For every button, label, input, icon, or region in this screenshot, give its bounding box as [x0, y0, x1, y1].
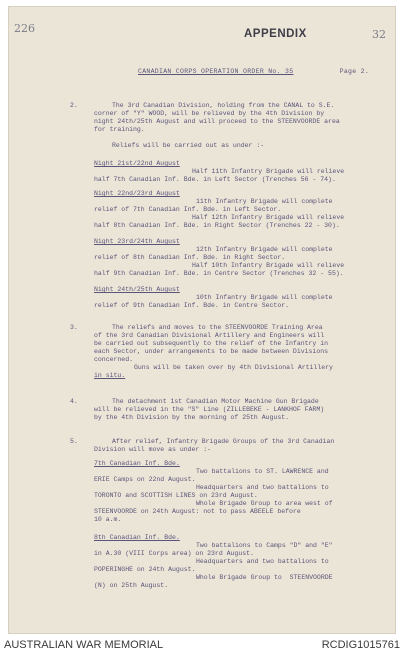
brigade-line: Headquarters and two battalions to — [196, 484, 329, 491]
relief-line: relief of 9th Canadian Inf. Bde. in Centre Sector. — [94, 302, 290, 309]
brigade-line: (N) on 25th August. — [94, 582, 169, 589]
relief-line: half 8th Canadian Inf. Bde. in Right Sector (Trenches 22 - 30). — [94, 222, 340, 229]
paragraph-3-number: 3. — [70, 324, 78, 331]
para2-line: The 3rd Canadian Division, holding from the CANAL to S.E. — [112, 102, 335, 109]
relief-line: Half 11th Infantry Brigade will relieve — [192, 168, 345, 175]
document-page — [8, 6, 396, 634]
archive-footer — [0, 636, 404, 654]
relief-line: Half 12th Infantry Brigade will relieve — [192, 214, 345, 221]
relief-line: 10th Infantry Brigade will complete — [196, 294, 333, 301]
para5-line: After relief, Infantry Brigade Groups of the 3rd Canadian — [112, 438, 335, 445]
relief-date: Night 23rd/24th August — [94, 238, 180, 245]
para2-line: for training. — [94, 126, 145, 133]
brigade-line: POPERINGHE on 24th August. — [94, 566, 196, 573]
relief-line: 12th Infantry Brigade will complete — [196, 246, 333, 253]
handwritten-folio-number: 226 — [14, 22, 35, 35]
relief-date: Night 22nd/23rd August — [94, 190, 180, 197]
paragraph-5-number: 5. — [70, 438, 78, 445]
page-label: Page 2. — [339, 68, 370, 75]
brigade-line: Two battalions to Camps "D" and "E" — [196, 542, 333, 549]
para2-line: corner of "Y" WOOD, will be relieved by the 4th Division by — [94, 110, 325, 117]
para4-line: by the 4th Division by the morning of 25th August. — [94, 414, 290, 421]
appendix-stamp: APPENDIX — [244, 28, 307, 40]
brigade-line: Headquarters and two battalions to — [196, 558, 329, 565]
para5-line: Division will move as under :- — [94, 446, 212, 453]
archive-id: RCDIG1015761 — [321, 639, 400, 651]
para3-line: of the 3rd Canadian Divisional Artillery and Engineers will — [94, 332, 325, 339]
brigade-line: Two battalions to ST. LAWRENCE and — [196, 468, 329, 475]
para4-line: The detachment 1st Canadian Motor Machine Gun Brigade — [112, 398, 319, 405]
relief-line: relief of 7th Canadian Inf. Bde. in Left Sector. — [94, 206, 282, 213]
brigade-heading: 7th Canadian Inf. Bde. — [94, 460, 180, 467]
relief-line: 11th Infantry Brigade will complete — [196, 198, 333, 205]
para3-line: The reliefs and moves to the STEENVOORDE Training Area — [112, 324, 323, 331]
order-title: CANADIAN CORPS OPERATION ORDER No. 35 — [138, 68, 294, 75]
para2-line: Reliefs will be carried out as under :- — [112, 142, 265, 149]
paragraph-2-number: 2. — [70, 102, 78, 109]
brigade-line: STEENVOORDE on 24th August: not to pass ABEELE before — [94, 508, 301, 515]
relief-line: half 7th Canadian Inf. Bde. in Left Sector (Trenches 56 - 74). — [94, 176, 336, 183]
para2-line: night 24th/25th August and will proceed to the STEENVOORDE area — [94, 118, 340, 125]
brigade-line: Whole Brigade Group to area west of — [196, 500, 333, 507]
brigade-line: TORONTO and SCOTTISH LINES on 23rd August. — [94, 492, 258, 499]
brigade-line: in A.30 (VIII Corps area) on 23rd August. — [94, 550, 254, 557]
para3-line: in situ. — [94, 372, 126, 379]
para3-line: each Sector, under arrangements to be made between Divisions — [94, 348, 329, 355]
paragraph-4-number: 4. — [70, 398, 78, 405]
brigade-line: Whole Brigade Group to STEENVOORDE — [196, 574, 333, 581]
para4-line: will be relieved in the "S" Line (ZILLEBEKE - LANKHOF FARM) — [94, 406, 325, 413]
para3-line: concerned. — [94, 356, 134, 363]
para3-line: be carried out subsequently to the relief of the Infantry in — [94, 340, 329, 347]
order-header — [138, 68, 369, 75]
relief-date: Night 24th/25th August — [94, 286, 180, 293]
para3-line: Guns will be taken over by 4th Divisional Artillery — [134, 364, 333, 371]
corner-page-number: 32 — [372, 28, 386, 41]
archive-name: AUSTRALIAN WAR MEMORIAL — [4, 639, 164, 651]
relief-line: half 9th Canadian Inf. Bde. in Centre Sector (Trenches 32 - 55). — [94, 270, 344, 277]
relief-line: relief of 8th Canadian Inf. Bde. in Right Sector. — [94, 254, 286, 261]
relief-date: Night 21st/22nd August — [94, 160, 180, 167]
relief-line: Half 10th Infantry Brigade will relieve — [192, 262, 345, 269]
brigade-heading: 8th Canadian Inf. Bde. — [94, 534, 180, 541]
brigade-line: ERIE Camps on 22nd August. — [94, 476, 196, 483]
brigade-line: 10 a.m. — [94, 516, 122, 523]
